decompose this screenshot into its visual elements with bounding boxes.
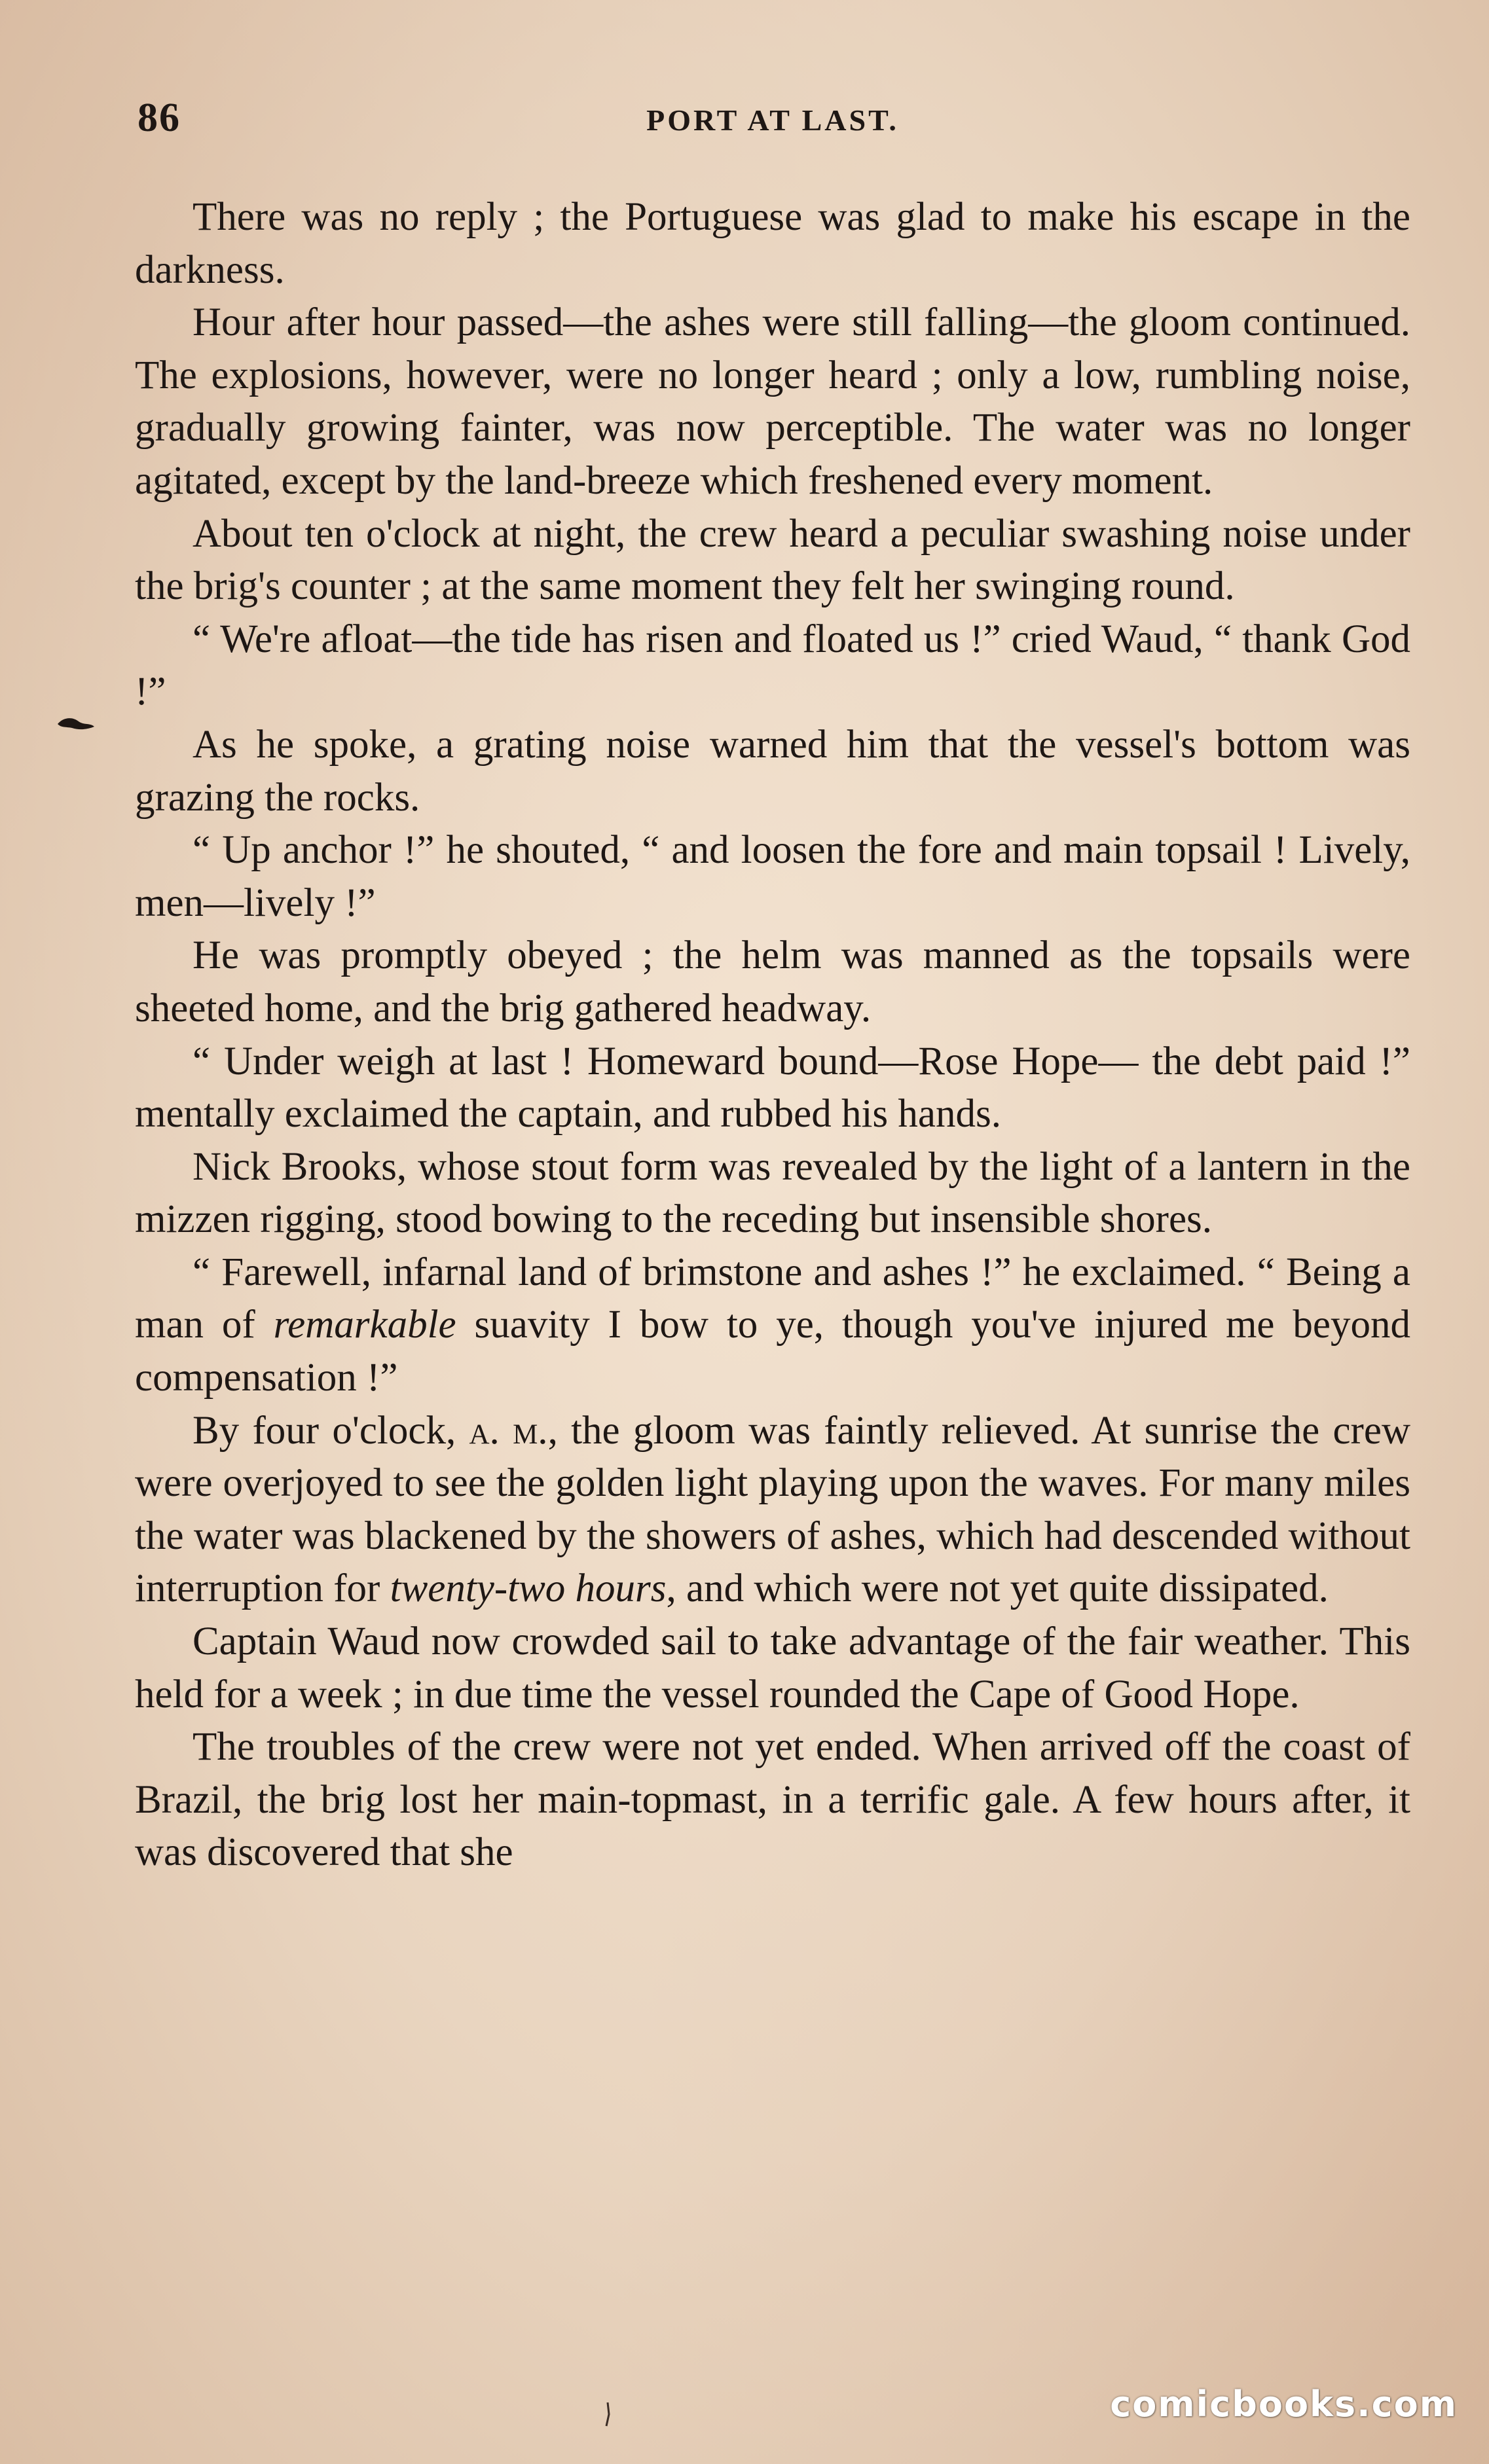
paragraph bbox=[135, 1405, 1410, 1616]
italic-text: remarkable bbox=[273, 1303, 456, 1347]
paragraph: Hour after hour passed—the ashes were still falling—the gloom continued. The explosions, however, were no longer heard ; only a low, rumbling noise, gradually growing fainter, was now perceptible. The water was no longer agitated, except by the land-breeze which freshened every moment. bbox=[135, 300, 1410, 503]
paragraph: “ We're afloat—the tide has risen and floated us !” cried Waud, “ thank God !” bbox=[135, 617, 1410, 714]
running-head bbox=[138, 92, 1408, 144]
paragraph: Nick Brooks, whose stout form was revealed by the light of a lantern in the mizzen rigging, stood bowing to the receding but insensible shores. bbox=[135, 1144, 1410, 1242]
italic-text: twenty-two hours bbox=[390, 1567, 667, 1611]
paragraph: There was no reply ; the Portuguese was glad to make his escape in the darkness. bbox=[135, 195, 1410, 292]
paragraph: “ Under weigh at last ! Homeward bound—Rose Hope— the debt paid !” mentally exclaimed the captain, and rubbed his hands. bbox=[135, 1039, 1410, 1136]
ink-blot-mark bbox=[56, 714, 96, 733]
paragraph-text: , the gloom was faintly relieved. At sunrise the crew were overjoyed to see the golden light playing upon the waves. For many miles the water was blackened by the showers of ashes, which had descended without interruption for bbox=[135, 1408, 1410, 1611]
paragraph bbox=[135, 1246, 1410, 1405]
page-header-title: PORT AT LAST. bbox=[646, 103, 899, 137]
paragraph-text: , and which were not yet quite dissipated. bbox=[666, 1567, 1329, 1611]
paragraph: About ten o'clock at night, the crew heard a peculiar swashing noise under the brig's counter ; at the same moment they felt her swinging round. bbox=[135, 511, 1410, 609]
paragraph-text: suavity I bow to ye, though you've injured me beyond compensation !” bbox=[135, 1303, 1410, 1400]
paragraph-text: By four o'clock, bbox=[193, 1408, 469, 1453]
paragraph: The troubles of the crew were not yet ended. When arrived off the coast of Brazil, the brig lost her main-topmast, in a terrific gale. A few hours after, it was discovered that she bbox=[135, 1725, 1410, 1875]
paragraph-text: “ Farewell, infarnal land of brimstone and ashes !” he exclaimed. “ Being a man of bbox=[135, 1250, 1410, 1347]
page-number: 86 bbox=[138, 96, 181, 140]
paragraph: He was promptly obeyed ; the helm was manned as the topsails were sheeted home, and the brig gathered headway. bbox=[135, 933, 1410, 1030]
watermark: comicbooks.com bbox=[1110, 2383, 1458, 2425]
paragraph: “ Up anchor !” he shouted, “ and loosen the fore and main topsail ! Lively, men—lively !” bbox=[135, 828, 1410, 925]
stray-ink-mark bbox=[601, 2401, 614, 2427]
body-text bbox=[135, 191, 1410, 1879]
time-abbreviation: a. m. bbox=[469, 1408, 548, 1453]
paragraph: Captain Waud now crowded sail to take advantage of the fair weather. This held for a week ; in due time the vessel rounded the Cape of Good Hope. bbox=[135, 1620, 1410, 1716]
paragraph: As he spoke, a grating noise warned him that the vessel's bottom was grazing the rocks. bbox=[135, 722, 1410, 820]
